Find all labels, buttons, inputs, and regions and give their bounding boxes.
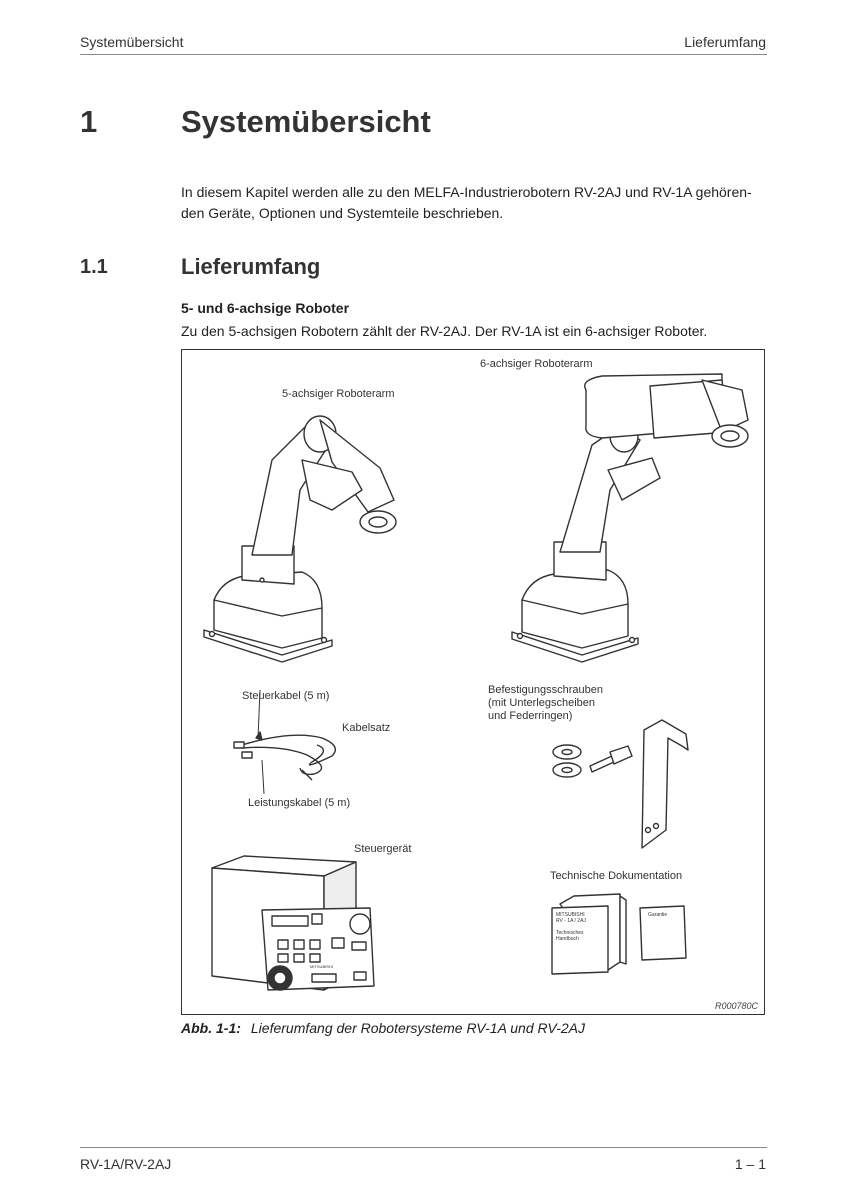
intro-line-1: In diesem Kapitel werden alle zu den MELFA-Industrierobotern RV-2AJ und RV-1A gehören-	[181, 184, 752, 200]
label-6-axis-arm: 6-achsiger Roboterarm	[480, 358, 593, 370]
warranty-sheet-text: Garantie	[648, 912, 668, 918]
footer-right: 1 – 1	[734, 1156, 766, 1172]
manual-model: RV - 1A / 2AJ	[556, 918, 586, 924]
label-screws	[488, 684, 603, 723]
label-5-axis-arm: 5-achsiger Roboterarm	[282, 388, 395, 400]
label-screws-line-2: (mit Unterlegscheiben	[488, 697, 595, 709]
caption-label: Abb. 1-1:	[181, 1020, 241, 1036]
header-left: Systemübersicht	[80, 34, 184, 50]
section-number: 1.1	[80, 256, 108, 278]
caption-text: Lieferumfang der Robotersysteme RV-1A und RV-2AJ	[250, 1020, 585, 1036]
robot-6-axis-drawing	[512, 374, 748, 662]
figure-caption	[181, 1020, 585, 1036]
section-text: Zu den 5-achsigen Robotern zählt der RV-2AJ. Der RV-1A ist ein 6-achsiger Roboter.	[181, 323, 708, 339]
controller-drawing	[212, 856, 374, 990]
controller-brand: MITSUBISHI	[310, 964, 333, 969]
header-right: Lieferumfang	[684, 34, 766, 50]
manual-title-2: Handbuch	[556, 936, 579, 942]
manual-title-1: Technisches	[556, 930, 584, 936]
subheading: 5- und 6-achsige Roboter	[181, 300, 350, 316]
intro-line-2: den Geräte, Optionen und Systemteile beschrieben.	[181, 205, 504, 221]
label-control-cable: Steuerkabel (5 m)	[242, 690, 330, 702]
footer-left: RV-1A/RV-2AJ	[80, 1156, 172, 1172]
header-rule	[80, 54, 767, 55]
label-controller: Steuergerät	[354, 843, 412, 855]
robot-5-axis-drawing	[204, 416, 396, 662]
label-cable-set: Kabelsatz	[342, 722, 391, 734]
section-title: Lieferumfang	[181, 254, 321, 279]
label-power-cable: Leistungskabel (5 m)	[248, 797, 351, 809]
manual-brand: MITSUBISHI	[556, 912, 585, 918]
label-screws-line-1: Befestigungsschrauben	[488, 684, 603, 696]
chapter-title: Systemübersicht	[181, 104, 431, 139]
label-documentation: Technische Dokumentation	[550, 870, 683, 882]
figure-illustration	[182, 350, 766, 1016]
footer-rule	[80, 1147, 767, 1148]
figure-delivery-scope	[181, 349, 765, 1015]
label-screws-line-3: und Federringen)	[488, 710, 573, 722]
bracket-drawing	[642, 720, 688, 848]
figure-code: R000780C	[714, 1001, 758, 1011]
intro-paragraph	[181, 182, 771, 224]
screws-drawing	[553, 745, 632, 777]
chapter-number: 1	[80, 104, 98, 139]
cable-set-drawing	[234, 690, 335, 794]
manual-cover-text	[556, 912, 586, 942]
